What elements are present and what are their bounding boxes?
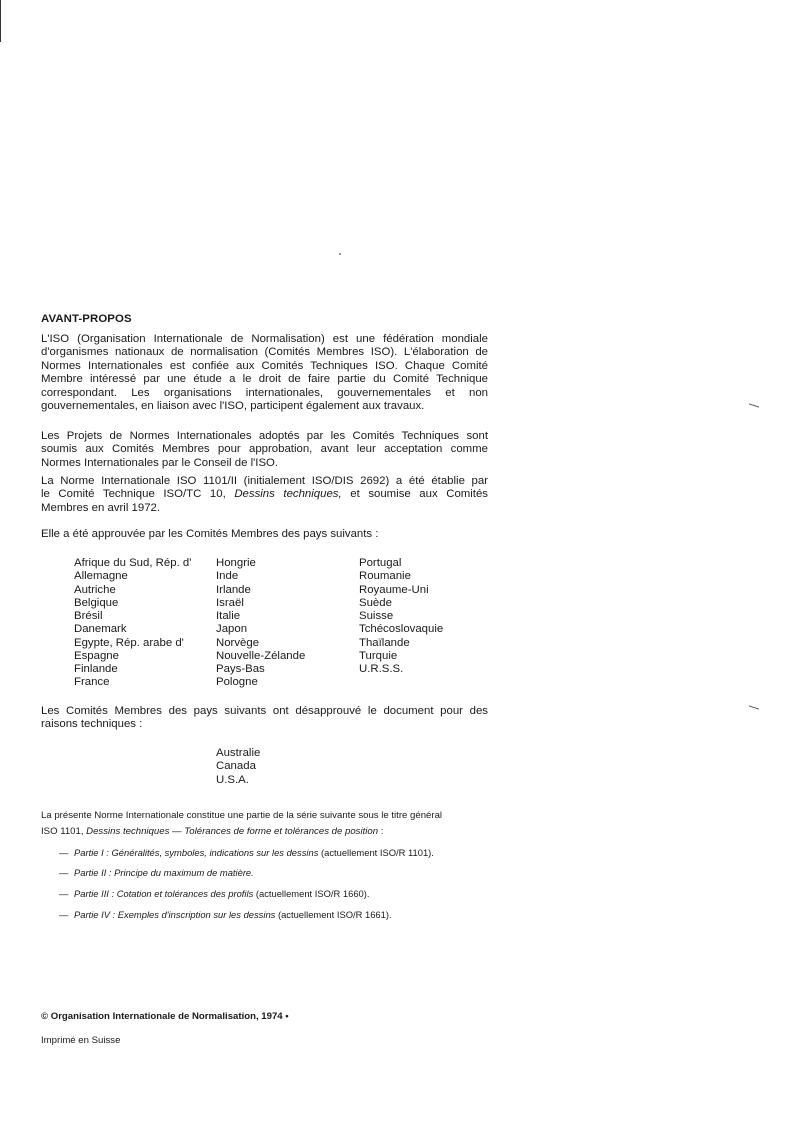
country-item: France	[74, 676, 110, 689]
part-title: Partie IV : Exemples d'inscription sur les dessins	[74, 909, 276, 920]
series-statement	[41, 810, 489, 838]
line-text: :	[380, 826, 384, 837]
country-item: Irlande	[216, 583, 251, 596]
part-item	[59, 847, 434, 859]
scan-edge-line	[0, 0, 1, 42]
part-item	[59, 867, 254, 879]
approved-countries-column-2	[216, 557, 305, 690]
country-item: Japon	[216, 623, 248, 636]
country-item: U.R.S.S.	[359, 663, 404, 675]
part-item	[59, 888, 369, 900]
scan-dot	[339, 253, 341, 255]
paragraph-line: Normes Internationales est confiée aux Comités Techniques ISO. Chaque Comité	[41, 359, 488, 372]
country-item: Hongrie	[216, 557, 256, 569]
country-item: Finlande	[74, 663, 118, 675]
series-line-1: La présente Norme Internationale constitue une partie de la série suivante sous le titre général	[41, 810, 443, 821]
part-note: (actuellement ISO/R 1660).	[255, 888, 370, 899]
country-item: Thaïlande	[359, 636, 410, 649]
paragraph-line: La Norme Internationale ISO 1101/II (initialement ISO/DIS 2692) a été établie par	[41, 475, 488, 487]
disapproved-intro	[41, 705, 488, 732]
country-item: Australie	[216, 747, 261, 759]
series-line-2	[41, 826, 489, 838]
part-title: Partie I : Généralités, symboles, indications sur les dessins	[74, 847, 319, 858]
paragraph-line: correspondant. Les organisations internationales, gouvernementales et non	[41, 386, 488, 399]
paragraph-line: soumis aux Comités Membres pour approbation, avant leur acceptation comme	[41, 443, 488, 456]
country-item: Turquie	[359, 649, 398, 662]
country-item: Roumanie	[359, 570, 411, 583]
part-note: (actuellement ISO/R 1661).	[277, 909, 392, 920]
line-text: le Comité Technique ISO/TC 10,	[41, 488, 226, 501]
part-title: Partie II : Principe du maximum de matière.	[74, 867, 254, 878]
country-item: Afrique du Sud, Rép. d'	[74, 557, 192, 569]
country-item: Nouvelle-Zélande	[216, 649, 306, 662]
country-item: U.S.A.	[216, 773, 249, 786]
dash-bullet: —	[59, 888, 69, 899]
country-item: Espagne	[74, 649, 119, 662]
foreword-paragraph-3	[41, 475, 488, 515]
paragraph-line: Membre intéressé par une étude a le droit de faire partie du Comité Technique	[41, 373, 488, 386]
paragraph-line: raisons techniques :	[41, 718, 143, 731]
line-text: et soumise aux Comités	[350, 488, 489, 501]
approved-intro: Elle a été approuvée par les Comités Membres des pays suivants :	[41, 528, 379, 540]
country-item: Suisse	[359, 610, 394, 622]
paragraph-line: Membres en avril 1972.	[41, 501, 161, 514]
printed-in: Imprimé en Suisse	[41, 1035, 121, 1046]
country-item: Israël	[216, 596, 244, 609]
country-item: Danemark	[74, 623, 127, 636]
paragraph-line: L'ISO (Organisation Internationale de Normalisation) est une fédération mondiale	[41, 333, 488, 345]
part-item	[59, 909, 392, 921]
country-item: Allemagne	[74, 570, 128, 583]
country-item: Pologne	[216, 676, 258, 689]
line-text: ISO 1101,	[41, 826, 84, 837]
foreword-paragraph-2	[41, 430, 488, 470]
country-item: Autriche	[74, 583, 116, 596]
scan-mark	[749, 701, 759, 709]
country-item: Suède	[359, 596, 392, 609]
country-item: Portugal	[359, 557, 402, 569]
series-title: Dessins techniques — Tolérances de forme et tolérances de position	[86, 826, 379, 837]
country-item: Tchécoslovaquie	[359, 623, 444, 636]
foreword-heading: AVANT-PROPOS	[41, 313, 132, 325]
part-note: (actuellement ISO/R 1101).	[321, 847, 434, 858]
country-item: Pays-Bas	[216, 663, 265, 675]
dash-bullet: —	[59, 909, 69, 920]
paragraph-line	[41, 488, 488, 501]
scan-mark	[749, 399, 759, 407]
dash-bullet: —	[59, 867, 69, 878]
country-item: Egypte, Rép. arabe d'	[74, 636, 184, 649]
country-item: Brésil	[74, 610, 103, 622]
committee-title: Dessins techniques,	[234, 488, 342, 501]
country-item: Canada	[216, 760, 256, 773]
part-title: Partie III : Cotation et tolérances des profils	[74, 888, 254, 899]
country-item: Inde	[216, 570, 239, 583]
paragraph-line: d'organismes nationaux de normalisation (Comités Membres ISO). L'élaboration de	[41, 346, 488, 359]
country-item: Royaume-Uni	[359, 583, 429, 596]
dash-bullet: —	[59, 847, 69, 858]
copyright-notice: © Organisation Internationale de Normalisation, 1974 •	[41, 1011, 289, 1022]
paragraph-line: gouvernementales, en liaison avec l'ISO, participent également aux travaux.	[41, 400, 425, 413]
country-item: Italie	[216, 610, 241, 622]
paragraph-line: Les Projets de Normes Internationales adoptés par les Comités Techniques sont	[41, 430, 488, 442]
approved-countries-column-1	[74, 557, 191, 690]
country-item: Norvège	[216, 636, 260, 649]
paragraph-line: Normes Internationales par le Conseil de l'ISO.	[41, 456, 279, 469]
approved-countries-column-3	[359, 557, 443, 676]
disapproved-countries-list	[216, 747, 260, 787]
country-item: Belgique	[74, 596, 119, 609]
foreword-paragraph-1	[41, 333, 488, 413]
paragraph-line: Les Comités Membres des pays suivants ont désapprouvé le document pour des	[41, 705, 488, 717]
